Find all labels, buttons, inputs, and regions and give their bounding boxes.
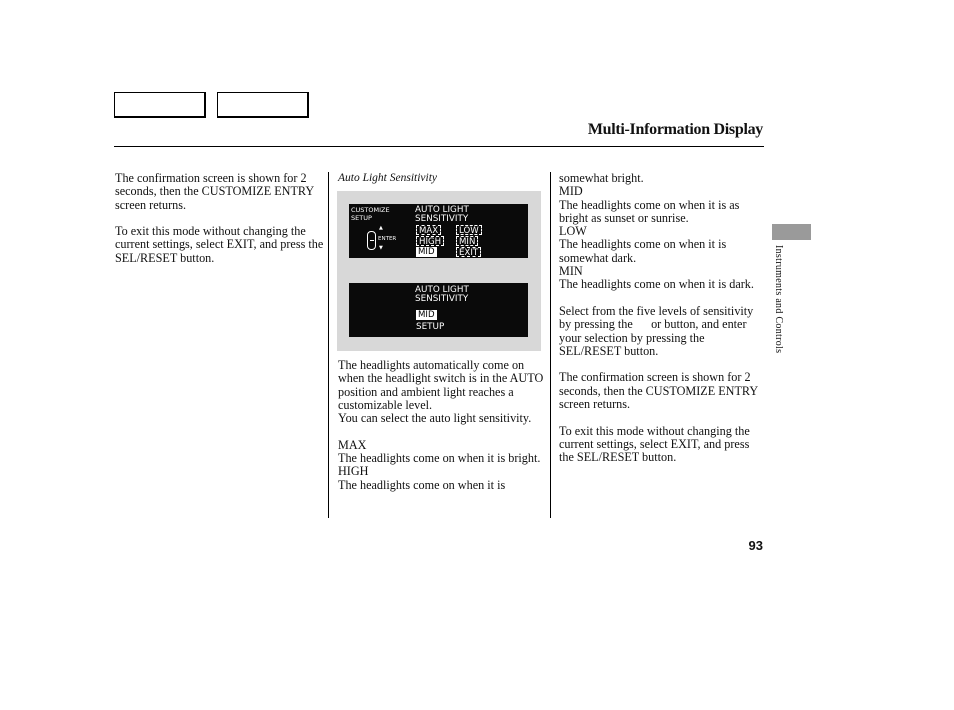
arrow-down-icon: ▼ [379, 245, 383, 251]
right-paragraph-confirmation: The confirmation screen is shown for 2 seconds, then the CUSTOMIZE ENTRY screen returns. [559, 370, 758, 412]
screen-title-line2: SENSITIVITY [415, 214, 469, 224]
page-number: 93 [748, 538, 763, 553]
option-high[interactable]: HIGH [416, 236, 444, 246]
middle-intro-select: You can select the auto light sensitivity. [338, 411, 532, 426]
option-min[interactable]: MIN [456, 236, 478, 246]
left-paragraph-exit: To exit this mode without changing the current settings, select EXIT, and press the SEL/RESET button. [115, 224, 324, 265]
right-column [559, 172, 767, 478]
right-continuation: somewhat bright. [559, 171, 644, 185]
screen-header-setup: SETUP [351, 214, 372, 222]
right-paragraph-exit: To exit this mode without changing the current settings, select EXIT, and press the SEL/RESET button. [559, 423, 750, 465]
left-paragraph-confirmation: The confirmation screen is shown for 2 seconds, then the CUSTOMIZE ENTRY screen returns. [115, 171, 314, 212]
level-name-low: LOW [559, 224, 587, 239]
nav-button-1[interactable] [114, 92, 206, 118]
screen-title-line1: AUTO LIGHT [415, 205, 469, 215]
left-column [115, 172, 325, 278]
enter-label: ENTER [378, 236, 397, 242]
option-exit[interactable]: EXIT [456, 247, 481, 257]
middle-column [338, 359, 546, 492]
level-name-min: MIN [559, 264, 583, 279]
middle-intro: The headlights automatically come on when the headlight switch is in the AUTO position and ambient light reaches a customizable level. [338, 358, 544, 412]
confirm-setup: SETUP [416, 322, 445, 332]
option-low[interactable]: LOW [456, 225, 482, 235]
level-desc-high: The headlights come on when it is [338, 477, 506, 492]
header-rule [114, 146, 764, 147]
display-figure [337, 191, 541, 351]
display-screen-select [349, 204, 528, 258]
selector-knob-icon [367, 231, 376, 250]
level-name-max: MAX [338, 437, 367, 452]
option-max[interactable]: MAX [416, 225, 441, 235]
level-name-high: HIGH [338, 464, 369, 479]
option-mid-selected[interactable]: MID [418, 247, 435, 257]
confirm-title-line2: SENSITIVITY [415, 294, 469, 304]
level-desc-min: The headlights come on when it is dark. [559, 277, 754, 292]
page-title: Multi-Information Display [587, 121, 763, 138]
display-screen-confirmation [349, 283, 528, 337]
arrow-up-icon: ▲ [379, 225, 383, 231]
figure-caption: Auto Light Sensitivity [338, 172, 438, 184]
level-desc-low: The headlights come on when it is somewhat dark. [559, 237, 727, 265]
nav-button-2[interactable] [217, 92, 309, 118]
section-label: Instruments and Controls [773, 245, 784, 354]
column-divider-1 [328, 172, 329, 518]
level-name-mid: MID [559, 184, 583, 199]
right-paragraph-select: Select from the five levels of sensitivity by pressing the or button, and enter your selection by pressing the SEL/RESET button. [559, 303, 757, 358]
column-divider-2 [550, 172, 551, 518]
confirm-selected-mid: MID [418, 310, 435, 320]
level-desc-mid: The headlights come on when it is as bright as sunset or sunrise. [559, 197, 740, 225]
section-tab-marker [772, 224, 811, 240]
level-desc-max: The headlights come on when it is bright. [338, 451, 541, 466]
screen-header-customize: CUSTOMIZE [351, 206, 390, 214]
confirm-title-line1: AUTO LIGHT [415, 285, 469, 295]
